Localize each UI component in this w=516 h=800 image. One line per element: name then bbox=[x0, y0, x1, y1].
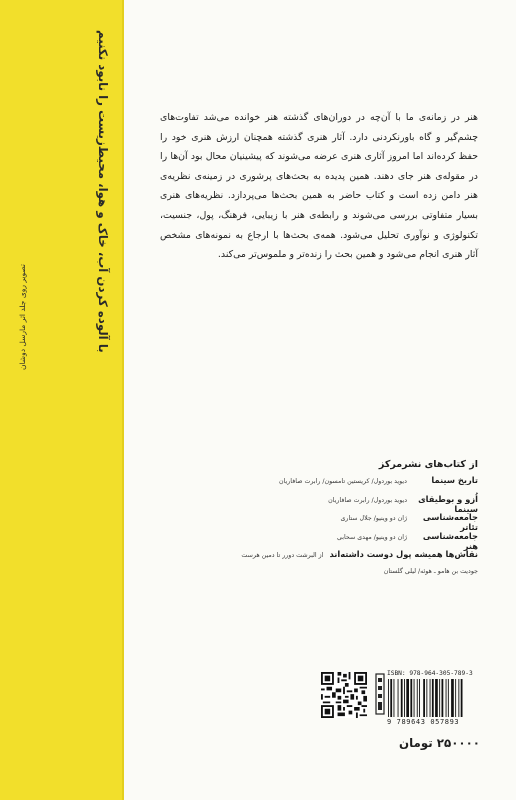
isbn-label: ISBN: 978-964-305-789-3 bbox=[387, 670, 473, 677]
book-authors: جودیت بن هامو ـ هوئه/ لیلی گلستان bbox=[383, 567, 478, 575]
book-title: جامعه‌شناسی هنر bbox=[422, 530, 478, 551]
cover-image-credit: تصویر روی جلد اثر مارسل دوشان bbox=[18, 263, 27, 370]
book-authors: دیوید بوردول/ کریستین تامسون/ رابرت صافاریان bbox=[278, 478, 407, 485]
list-item bbox=[138, 568, 478, 587]
book-title: تاریخ سینما bbox=[431, 475, 478, 485]
book-list-title: از کتاب‌های نشرمرکز bbox=[378, 459, 478, 470]
publisher-logo bbox=[375, 673, 385, 715]
book-title: جامعه‌شناسی تئاتر bbox=[422, 512, 478, 532]
list-item bbox=[138, 475, 478, 494]
book-authors: ژان دو وینیو/ مهدی سحابی bbox=[336, 533, 407, 541]
list-item bbox=[138, 531, 478, 550]
environment-slogan: با آلوده کردن آب، خاک و هوا، محیط‌زیست را نابود نکنیم bbox=[96, 30, 110, 353]
list-item bbox=[138, 512, 478, 531]
book-description bbox=[160, 108, 478, 265]
list-item bbox=[138, 494, 478, 513]
price-label: ۲۵۰۰۰۰ تومان bbox=[399, 736, 480, 750]
description-paragraph: هنر در زمانه‌ی ما با آن‌چه در دوران‌های گذشته هنر خوانده می‌شد تفاوت‌های چشم‌گیر و گاه باورنکردنی دارد. آثار هنری گذشته همچنان ارزش هنری خود را حفظ کرده‌اند اما امروز آثاری هنری عرضه می‌شوند که پیشینیان محال بود آن‌ها را در مقوله‌ی هنر جای دهند. همین پدیده به بحث‌های پرشوری در زمینه‌ی نظریه‌ی هنر دامن زده است و کتاب حاضر به همین بحث‌ها می‌پردازد. نظریه‌های هنری بسیار متفاوتی بررسی می‌شوند و رابطه‌ی هنر با زیبایی، فرهنگ، پول، جنسیت، تکنولوژی و نوآوری تحلیل می‌شود. همه‌ی بحث‌ها با ارجاع به نمونه‌های مشخص آثار هنری انجام می‌شود و همین بحث را زنده‌تر و ملموس‌تر می‌کند. bbox=[160, 112, 478, 261]
book-authors: ژان دو وینیو/ جلال ستاری bbox=[340, 515, 407, 522]
book-subtitle: از البرشت دورر تا دمین هرست bbox=[241, 552, 324, 559]
book-title: اُزو و بوطیقای سینما bbox=[418, 493, 478, 514]
spine-band bbox=[0, 0, 124, 800]
book-authors: دیوید بوردول/ رابرت صافاریان bbox=[328, 496, 407, 504]
barcode bbox=[387, 679, 479, 717]
book-title: نقاش‌ها همیشه پول دوست داشته‌اند bbox=[329, 549, 478, 559]
publisher-book-list bbox=[138, 459, 478, 586]
list-item bbox=[138, 549, 478, 568]
qr-code bbox=[321, 672, 367, 718]
barcode-number: 9 789643 057893 bbox=[387, 718, 460, 726]
